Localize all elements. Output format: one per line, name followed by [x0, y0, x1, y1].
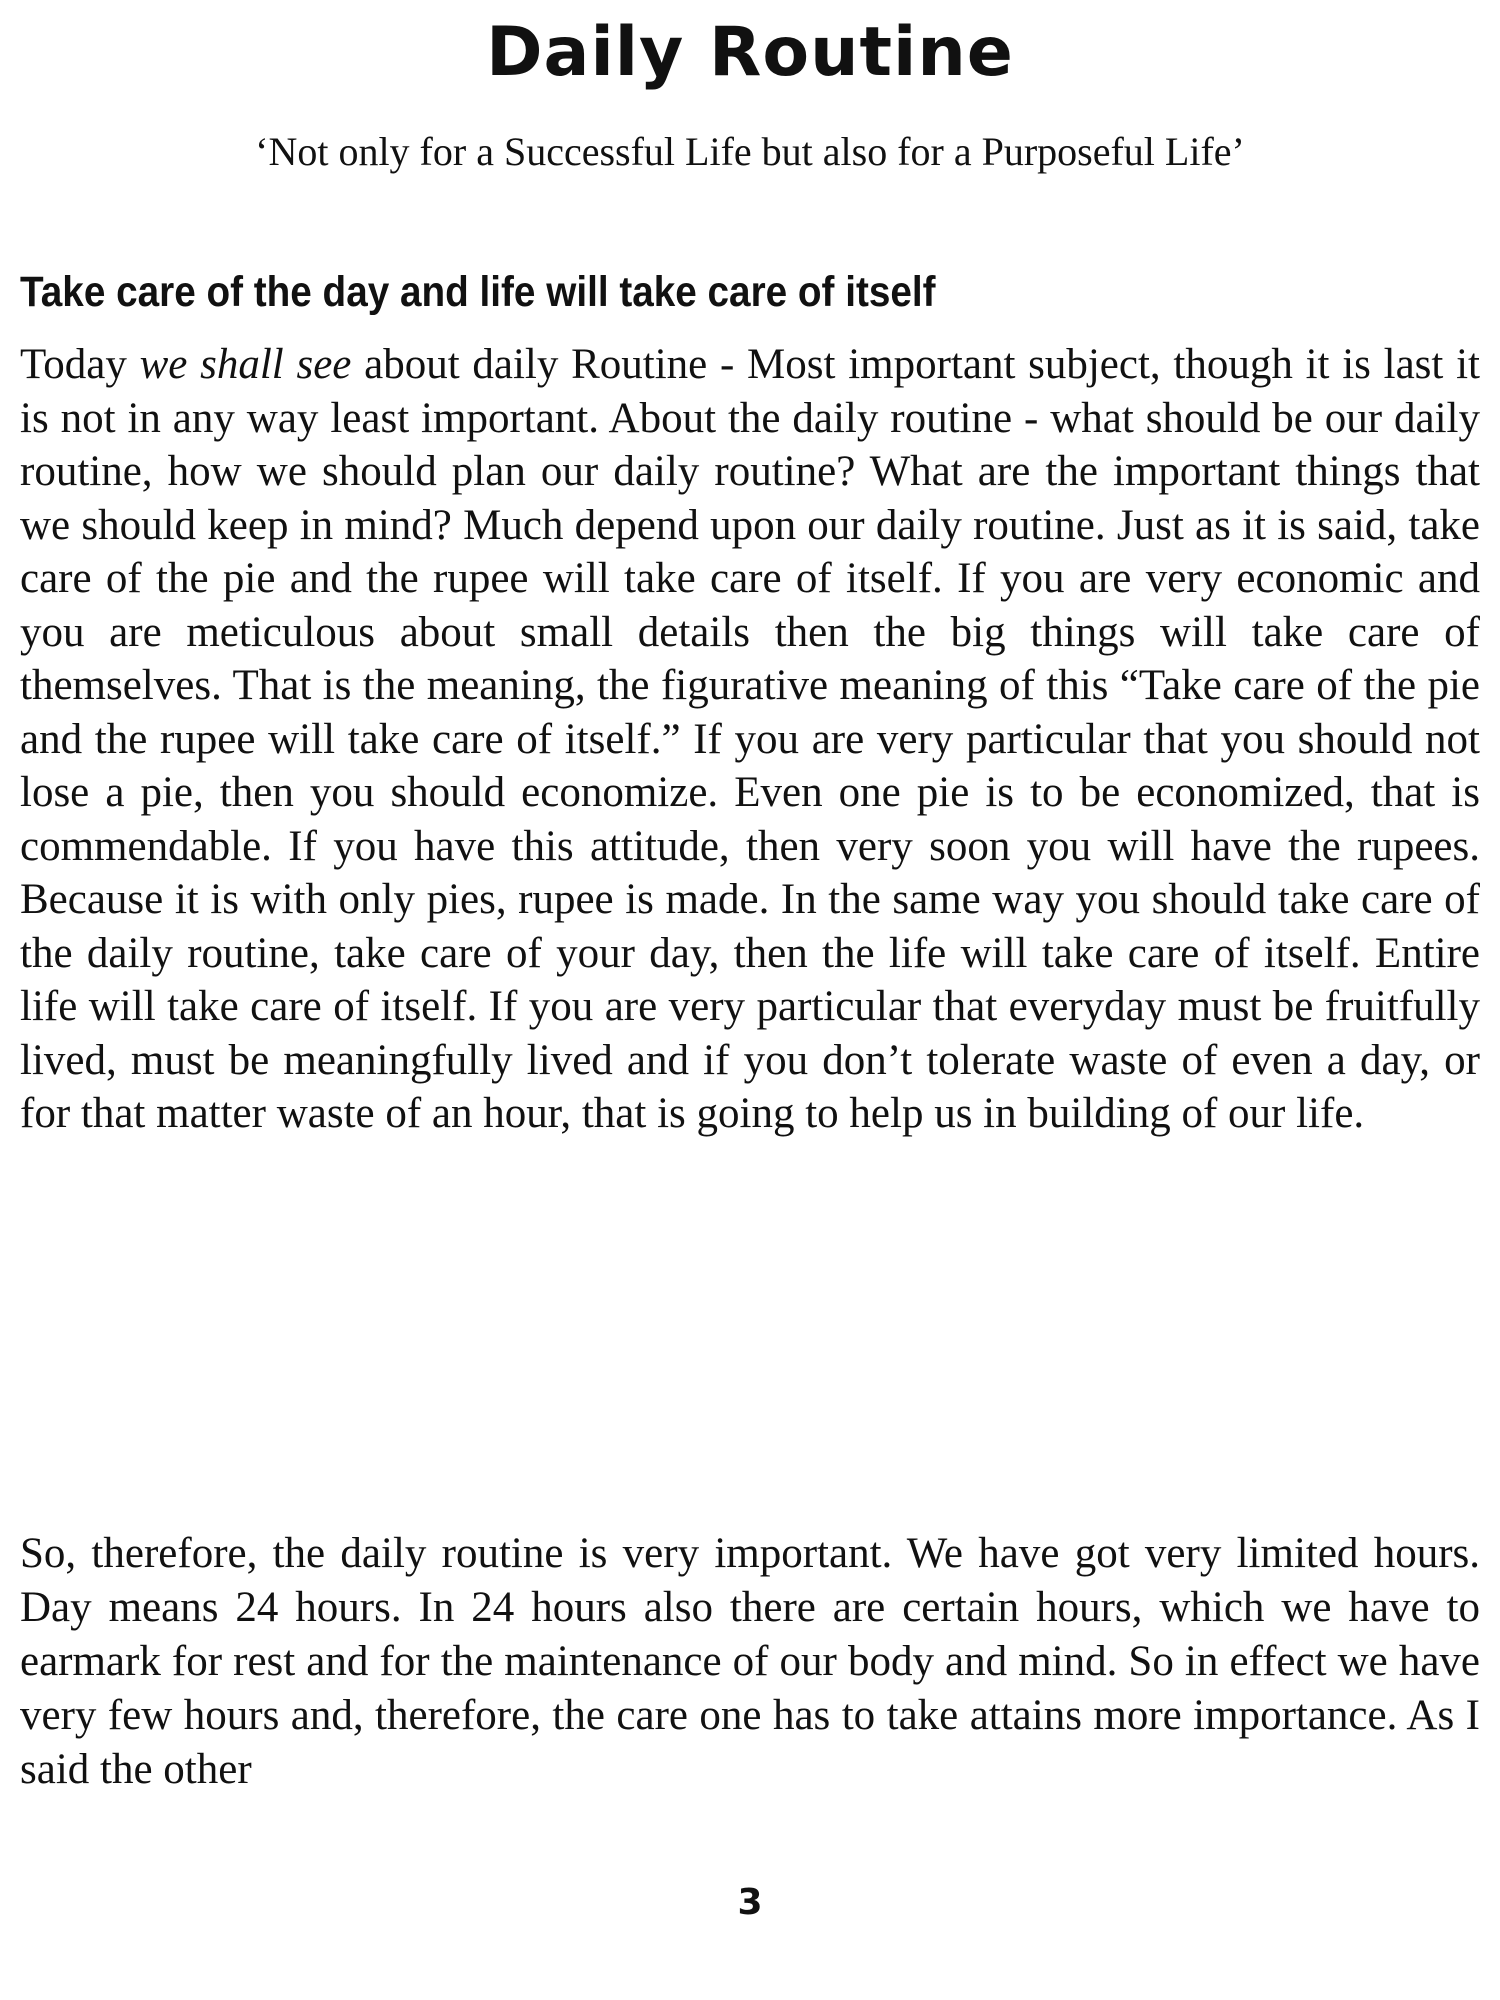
- page-number: 3: [737, 1882, 763, 1923]
- paragraph-1-rest: about daily Routine - Most important subject, though it is last it is not in any way least important. About the daily routine - what should be our daily routine, how we should plan our daily routine? What are the important things that we should keep in mind? Much depend upon our daily routine. Just as it is said, take care of the pie and the rupee will take care of itself. If you are very economic and you are meticulous about small details then the big things will take care of themselves. That is the meaning, the figurative meaning of this “Take care of the pie and the rupee will take care of itself.” If you are very particular that you should not lose a pie, then you should economize. Even one pie is to be economized, that is commendable. If you have this attitude, then very soon you will have the rupees. Because it is with only pies, rupee is made. In the same way you should take care of the daily routine, take care of your day, then the life will take care of itself. Entire life will take care of itself. If you are very particular that everyday must be fruitfully lived, must be meaningfully lived and if you don’t tolerate waste of even a day, or for that matter waste of an hour, that is going to help us in building of our life.: [20, 341, 1480, 1137]
- body-paragraph-1: [20, 338, 1480, 1141]
- paragraph-1-lead: Today: [20, 341, 140, 388]
- page-title: Daily Routine: [486, 13, 1014, 92]
- paragraph-1-italic: we shall see: [139, 341, 352, 388]
- section-heading: Take care of the day and life will take care of itself: [20, 268, 936, 316]
- body-paragraph-2: So, therefore, the daily routine is very important. We have got very limited hours. Day means 24 hours. In 24 hours also there are certain hours, which we have to earmark for rest and for the maintenance of our body and mind. So in effect we have very few hours and, therefore, the care one has to take attains more importance. As I said the other: [20, 1530, 1480, 1793]
- page-subtitle: ‘Not only for a Successful Life but also for a Purposeful Life’: [255, 129, 1245, 174]
